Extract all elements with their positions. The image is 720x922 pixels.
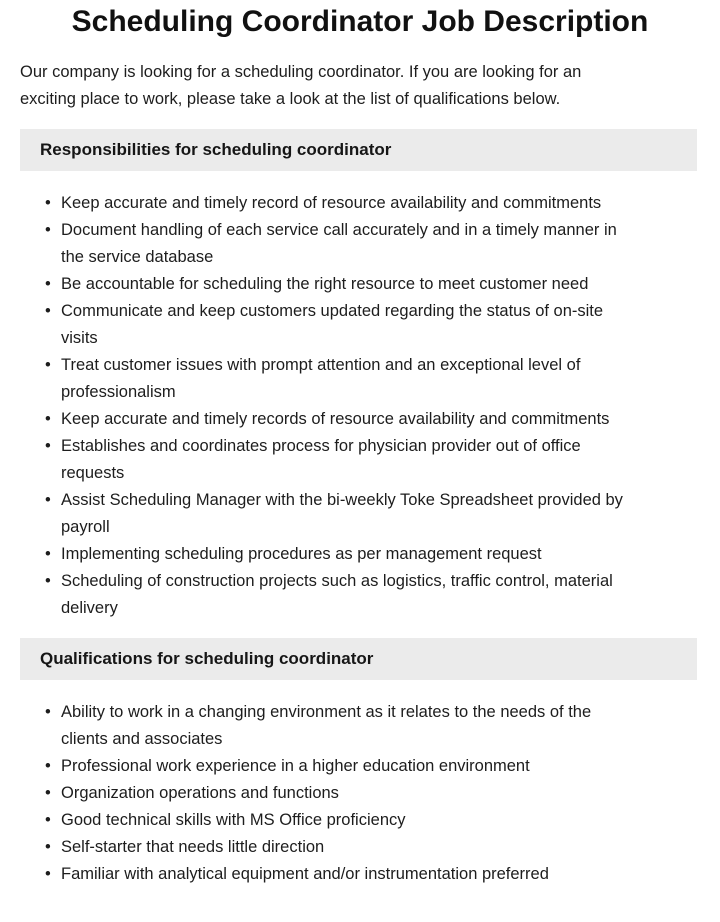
section-heading-responsibilities bbox=[20, 129, 697, 171]
list-item: • Professional work experience in a higher education environment bbox=[61, 753, 633, 780]
list-item: • Good technical skills with MS Office proficiency bbox=[61, 807, 633, 834]
list-item: • Treat customer issues with prompt attention and an exceptional level of professionalism bbox=[61, 352, 633, 406]
list-item: • Document handling of each service call accurately and in a timely manner in the service database bbox=[61, 217, 633, 271]
list-item: • Establishes and coordinates process for physician provider out of office requests bbox=[61, 433, 633, 487]
list-item: • Implementing scheduling procedures as per management request bbox=[61, 541, 633, 568]
list-item: • Keep accurate and timely record of resource availability and commitments bbox=[61, 190, 633, 217]
list-item: • Be accountable for scheduling the right resource to meet customer need bbox=[61, 271, 633, 298]
list-item: • Communicate and keep customers updated regarding the status of on-site visits bbox=[61, 298, 633, 352]
responsibilities-list bbox=[0, 190, 720, 622]
list-item: • Assist Scheduling Manager with the bi-weekly Toke Spreadsheet provided by payroll bbox=[61, 487, 633, 541]
section-heading-text: Responsibilities for scheduling coordinator bbox=[40, 140, 392, 159]
list-item: • Ability to work in a changing environment as it relates to the needs of the clients and associates bbox=[61, 699, 633, 753]
qualifications-list bbox=[0, 699, 720, 888]
list-item: • Organization operations and functions bbox=[61, 780, 633, 807]
section-heading-text: Qualifications for scheduling coordinator bbox=[40, 649, 374, 668]
page-title: Scheduling Coordinator Job Description bbox=[71, 5, 649, 38]
intro-paragraph: Our company is looking for a scheduling coordinator. If you are looking for an exciting place to work, please take a look at the list of qualifications below. bbox=[20, 63, 582, 108]
list-item: • Scheduling of construction projects such as logistics, traffic control, material delivery bbox=[61, 568, 633, 622]
list-item: • Keep accurate and timely records of resource availability and commitments bbox=[61, 406, 633, 433]
list-item: • Self-starter that needs little direction bbox=[61, 834, 633, 861]
section-heading-qualifications bbox=[20, 638, 697, 680]
list-item: • Familiar with analytical equipment and/or instrumentation preferred bbox=[61, 861, 633, 888]
